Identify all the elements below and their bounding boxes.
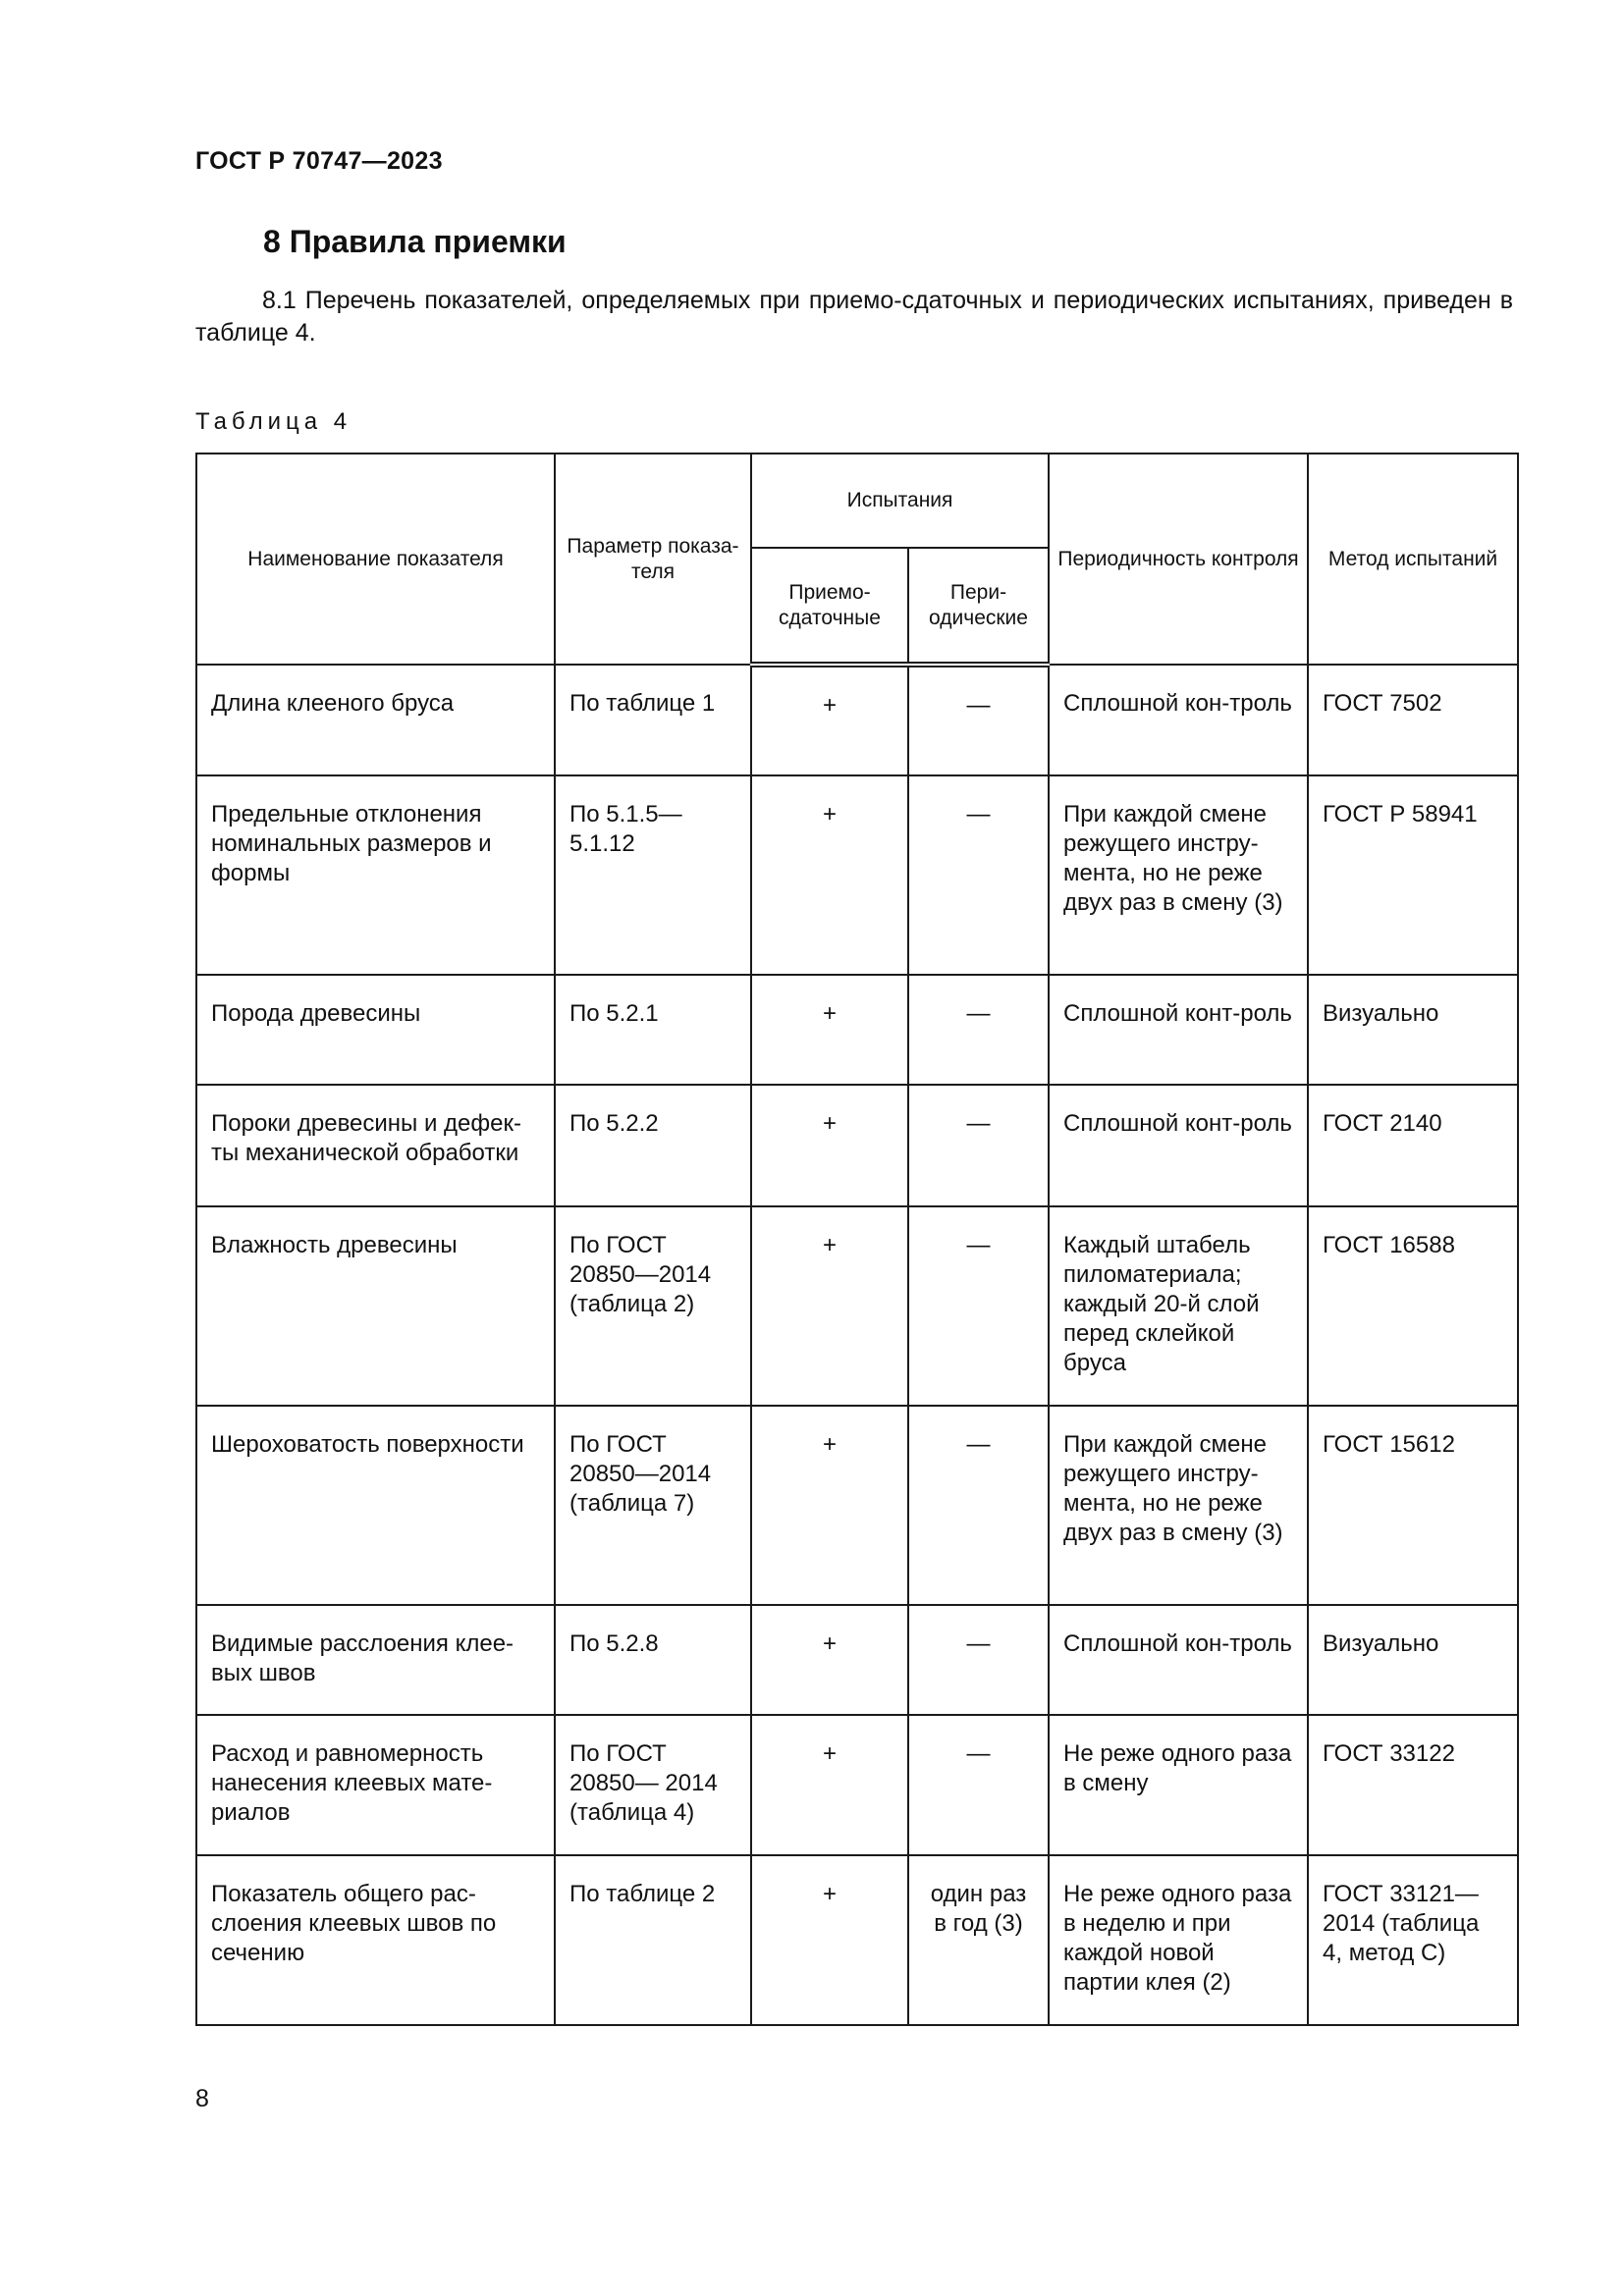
cell-frequency: Не реже одного раза в неделю и при каждой новой партии клея (2) [1049, 1855, 1308, 2025]
cell-periodic: — [908, 1085, 1049, 1206]
cell-frequency: Сплошной конт-роль [1049, 1085, 1308, 1206]
cell-acceptance: + [751, 1715, 908, 1855]
cell-periodic: — [908, 665, 1049, 775]
table-row [196, 1605, 1518, 1715]
table-row [196, 665, 1518, 775]
cell-acceptance: + [751, 1855, 908, 2025]
table-row [196, 1855, 1518, 2025]
header-acceptance: Приемо-сдаточные [751, 548, 908, 665]
cell-method: ГОСТ 15612 [1308, 1406, 1518, 1605]
document-code: ГОСТ Р 70747—2023 [195, 147, 443, 175]
section-paragraph [195, 285, 1513, 349]
cell-param: По 5.2.1 [555, 975, 751, 1085]
cell-param: По ГОСТ 20850—2014 (таблица 2) [555, 1206, 751, 1406]
cell-param: По таблице 1 [555, 665, 751, 775]
cell-param: По ГОСТ 20850— 2014 (таблица 4) [555, 1715, 751, 1855]
cell-periodic: — [908, 1206, 1049, 1406]
cell-acceptance: + [751, 775, 908, 975]
header-frequency: Периодичность контроля [1049, 454, 1308, 665]
cell-frequency: Каждый штабель пиломатериала; каждый 20-й слой перед склейкой бруса [1049, 1206, 1308, 1406]
cell-param: По таблице 2 [555, 1855, 751, 2025]
cell-name: Расход и равномерность нанесения клеевых мате-риалов [196, 1715, 555, 1855]
cell-frequency: Не реже одного раза в смену [1049, 1715, 1308, 1855]
cell-method: Визуально [1308, 975, 1518, 1085]
header-tests: Испытания [751, 454, 1049, 548]
table-caption: Таблица 4 [195, 408, 352, 435]
cell-periodic: один раз в год (3) [908, 1855, 1049, 2025]
cell-periodic: — [908, 1605, 1049, 1715]
cell-method: ГОСТ 33121—2014 (таблица 4, метод С) [1308, 1855, 1518, 2025]
table-row [196, 975, 1518, 1085]
cell-method: Визуально [1308, 1605, 1518, 1715]
cell-acceptance: + [751, 975, 908, 1085]
cell-frequency: Сплошной конт-роль [1049, 975, 1308, 1085]
cell-name: Предельные отклонения номинальных размеров и формы [196, 775, 555, 975]
cell-acceptance: + [751, 1605, 908, 1715]
cell-frequency: Сплошной кон-троль [1049, 665, 1308, 775]
cell-param: По 5.2.2 [555, 1085, 751, 1206]
cell-name: Влажность древесины [196, 1206, 555, 1406]
table-row [196, 1715, 1518, 1855]
cell-acceptance: + [751, 665, 908, 775]
page-number: 8 [195, 2085, 209, 2112]
cell-name: Шероховатость поверхности [196, 1406, 555, 1605]
cell-method: ГОСТ 7502 [1308, 665, 1518, 775]
section-title: 8 Правила приемки [263, 224, 567, 259]
paragraph-text: 8.1 Перечень показателей, определяемых при приемо-сдаточных и периодических испытаниях, приведен в таблице 4. [195, 287, 1513, 347]
cell-periodic: — [908, 1715, 1049, 1855]
cell-method: ГОСТ 16588 [1308, 1206, 1518, 1406]
cell-frequency: Сплошной кон-троль [1049, 1605, 1308, 1715]
cell-name: Длина клееного бруса [196, 665, 555, 775]
table-row [196, 1206, 1518, 1406]
cell-acceptance: + [751, 1085, 908, 1206]
cell-param: По 5.1.5—5.1.12 [555, 775, 751, 975]
acceptance-rules-table [195, 453, 1519, 2026]
cell-method: ГОСТ 33122 [1308, 1715, 1518, 1855]
header-param: Параметр показа-теля [555, 454, 751, 665]
cell-periodic: — [908, 975, 1049, 1085]
cell-frequency: При каждой смене режущего инстру-мента, но не реже двух раз в смену (3) [1049, 1406, 1308, 1605]
cell-name: Видимые расслоения клее-вых швов [196, 1605, 555, 1715]
table-row [196, 1085, 1518, 1206]
cell-param: По ГОСТ 20850—2014 (таблица 7) [555, 1406, 751, 1605]
header-periodic: Пери-одические [908, 548, 1049, 665]
header-name: Наименование показателя [196, 454, 555, 665]
cell-acceptance: + [751, 1206, 908, 1406]
cell-name: Порода древесины [196, 975, 555, 1085]
cell-param: По 5.2.8 [555, 1605, 751, 1715]
table-row [196, 1406, 1518, 1605]
cell-acceptance: + [751, 1406, 908, 1605]
cell-frequency: При каждой смене режущего инстру-мента, но не реже двух раз в смену (3) [1049, 775, 1308, 975]
table-row [196, 775, 1518, 975]
cell-method: ГОСТ 2140 [1308, 1085, 1518, 1206]
cell-name: Пороки древесины и дефек-ты механической обработки [196, 1085, 555, 1206]
cell-method: ГОСТ Р 58941 [1308, 775, 1518, 975]
cell-name: Показатель общего рас-слоения клеевых швов по сечению [196, 1855, 555, 2025]
header-method: Метод испытаний [1308, 454, 1518, 665]
cell-periodic: — [908, 775, 1049, 975]
cell-periodic: — [908, 1406, 1049, 1605]
